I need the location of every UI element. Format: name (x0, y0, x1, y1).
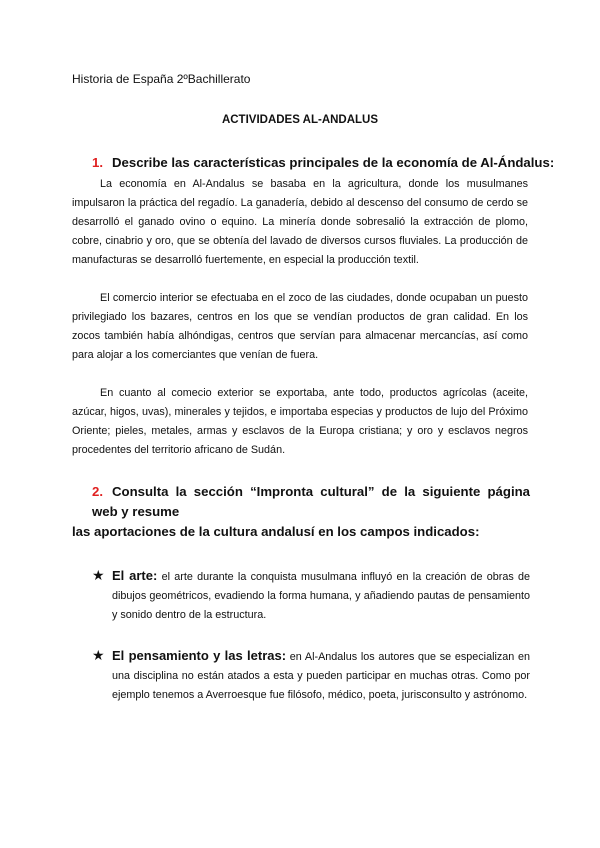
list-item-art (92, 566, 530, 625)
question-2-text-line1: Consulta la sección “Impronta cultural” de la siguiente página web y resume (92, 484, 530, 519)
question-1-number: 1. (92, 155, 103, 170)
question-1-text: Describe las características principales de la economía de Al-Ándalus: (112, 155, 555, 170)
list-item-heading: El arte: (112, 568, 158, 583)
list-item-body: el arte durante la conquista musulmana influyó en la creación de obras de dibujos geométricos, evadiendo la forma humana, y añadiendo pautas de pensamiento y sonido dentro de la estructura. (112, 571, 531, 621)
list-item-thought-and-letters (92, 646, 530, 705)
page-title: ACTIVIDADES AL-ANDALUS (221, 114, 379, 126)
question-1-heading (92, 155, 554, 170)
question-2-heading (92, 482, 530, 522)
list-item-heading: El pensamiento y las letras: (112, 648, 287, 663)
economy-paragraph-external-trade: En cuanto al comecio exterior se exportaba, ante todo, productos agrícolas (aceite, azúcar, higos, uvas), minerales y tejidos, e importaba especias y productos de lujo del Próximo Oriente; pieles, metales, armas y esclavos de la Europa cristiana; y oro y esclavos negros procedentes del territorio africano de Sudán. (72, 387, 528, 456)
course-header: Historia de España 2ºBachillerato (72, 72, 251, 86)
economy-paragraph-agriculture: La economía en Al-Andalus se basaba en la agricultura, donde los musulmanes impulsaron la práctica del regadío. La ganadería, debido al descenso del consumo de cerdo se desarrolló el ganado ovino o equino. La minería donde sobresalió la extracción de plomo, cobre, cinabrio y oro, que se obtenía del lavado de diversos cursos fluviales. La producción de manufacturas se desarrolló fuertemente, en especial la producción textil. (72, 178, 528, 266)
star-icon: ★ (92, 567, 105, 583)
list-item-body: en Al-Andalus los autores que se especializan en una disciplina no están atados a esta y pueden participar en muchas otras. Como por ejemplo tenemos a Averroesque fue filósofo, médico, poeta, jurisconsulto y astrónomo. (112, 651, 531, 701)
economy-paragraph-internal-trade: El comercio interior se efectuaba en el zoco de las ciudades, donde ocupaban un puesto privilegiado los bazares, centros en los que se vendían productos de gran calidad. En los zocos también había alhóndigas, centros que servían para almacenar mercancías, así como para alojar a los comerciantes que venían de fuera. (72, 292, 528, 361)
question-2-number: 2. (92, 484, 103, 499)
star-icon: ★ (92, 647, 105, 663)
question-2-text-line2: las aportaciones de la cultura andalusí en los campos indicados: (72, 524, 480, 539)
